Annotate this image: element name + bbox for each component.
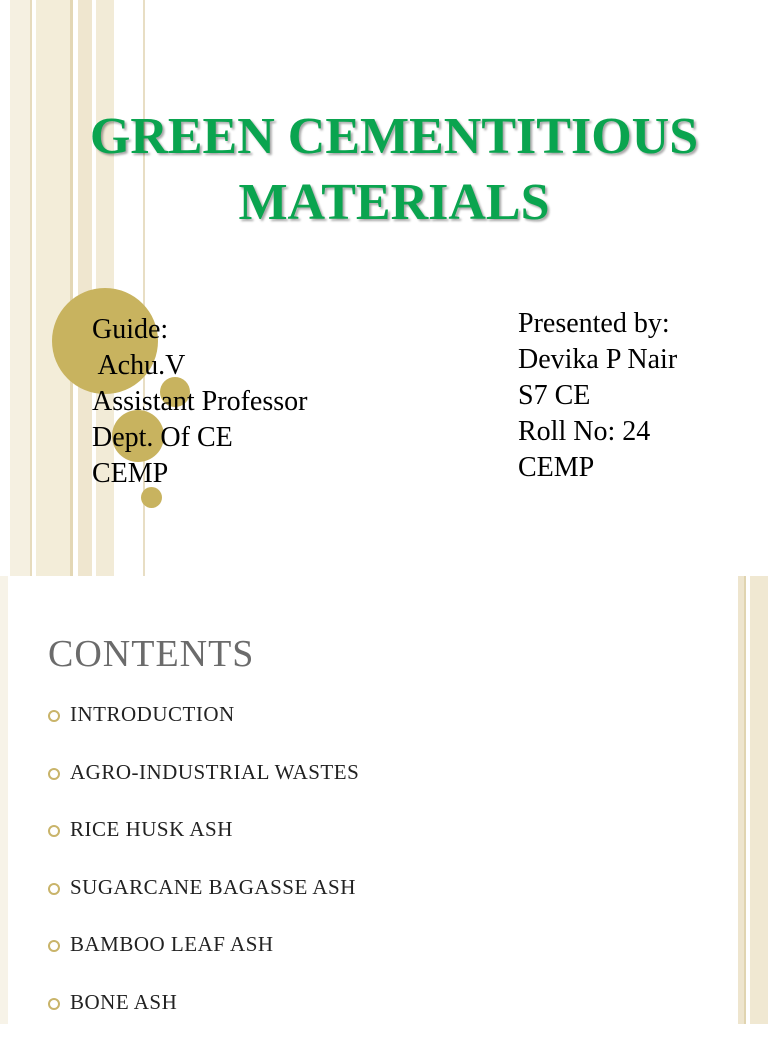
list-item [48, 702, 359, 760]
presenter-roll: Roll No: 24 [518, 416, 651, 447]
guide-block [92, 312, 307, 492]
decorative-stripe [10, 0, 30, 576]
decorative-stripe [744, 576, 746, 1024]
contents-list [48, 702, 359, 1048]
list-item-label: BAMBOO LEAF ASH [70, 932, 274, 957]
slide-title [30, 104, 758, 236]
presenter-label: Presented by: [518, 308, 670, 339]
list-item [48, 875, 359, 933]
decorative-stripe [36, 0, 70, 576]
decorative-stripe [70, 0, 73, 576]
decorative-stripe [78, 0, 92, 576]
decorative-stripe [0, 576, 8, 1024]
guide-designation: Assistant Professor [92, 386, 308, 417]
list-item [48, 990, 359, 1048]
presenter-block [518, 306, 677, 486]
bullet-circle-icon [48, 825, 60, 837]
bullet-circle-icon [48, 768, 60, 780]
list-item-label: BONE ASH [70, 989, 178, 1014]
list-item-label: INTRODUCTION [70, 702, 235, 726]
bullet-circle-icon [48, 940, 60, 952]
title-line-2: MATERIALS [238, 174, 550, 231]
decorative-stripe [30, 0, 32, 576]
bullet-circle-icon [48, 710, 60, 722]
list-item [48, 932, 359, 990]
list-item [48, 760, 359, 818]
guide-department: Dept. Of CE [92, 422, 233, 453]
title-line-1: GREEN CEMENTITIOUS [89, 108, 699, 165]
guide-label: Guide: [92, 314, 169, 345]
presenter-class: S7 CE [518, 380, 591, 411]
bullet-circle-icon [48, 998, 60, 1010]
list-item-label: AGRO-INDUSTRIAL WASTES [70, 759, 360, 784]
bullet-circle-icon [48, 883, 60, 895]
presenter-college: CEMP [518, 452, 595, 483]
list-item-label: RICE HUSK ASH [70, 817, 233, 842]
guide-name: Achu.V [92, 350, 186, 381]
list-item [48, 817, 359, 875]
list-item-label: SUGARCANE BAGASSE ASH [70, 874, 356, 899]
presenter-name: Devika P Nair [518, 344, 678, 375]
guide-college: CEMP [92, 458, 169, 489]
contents-heading: CONTENTS [48, 633, 255, 675]
decorative-stripe [750, 576, 768, 1024]
